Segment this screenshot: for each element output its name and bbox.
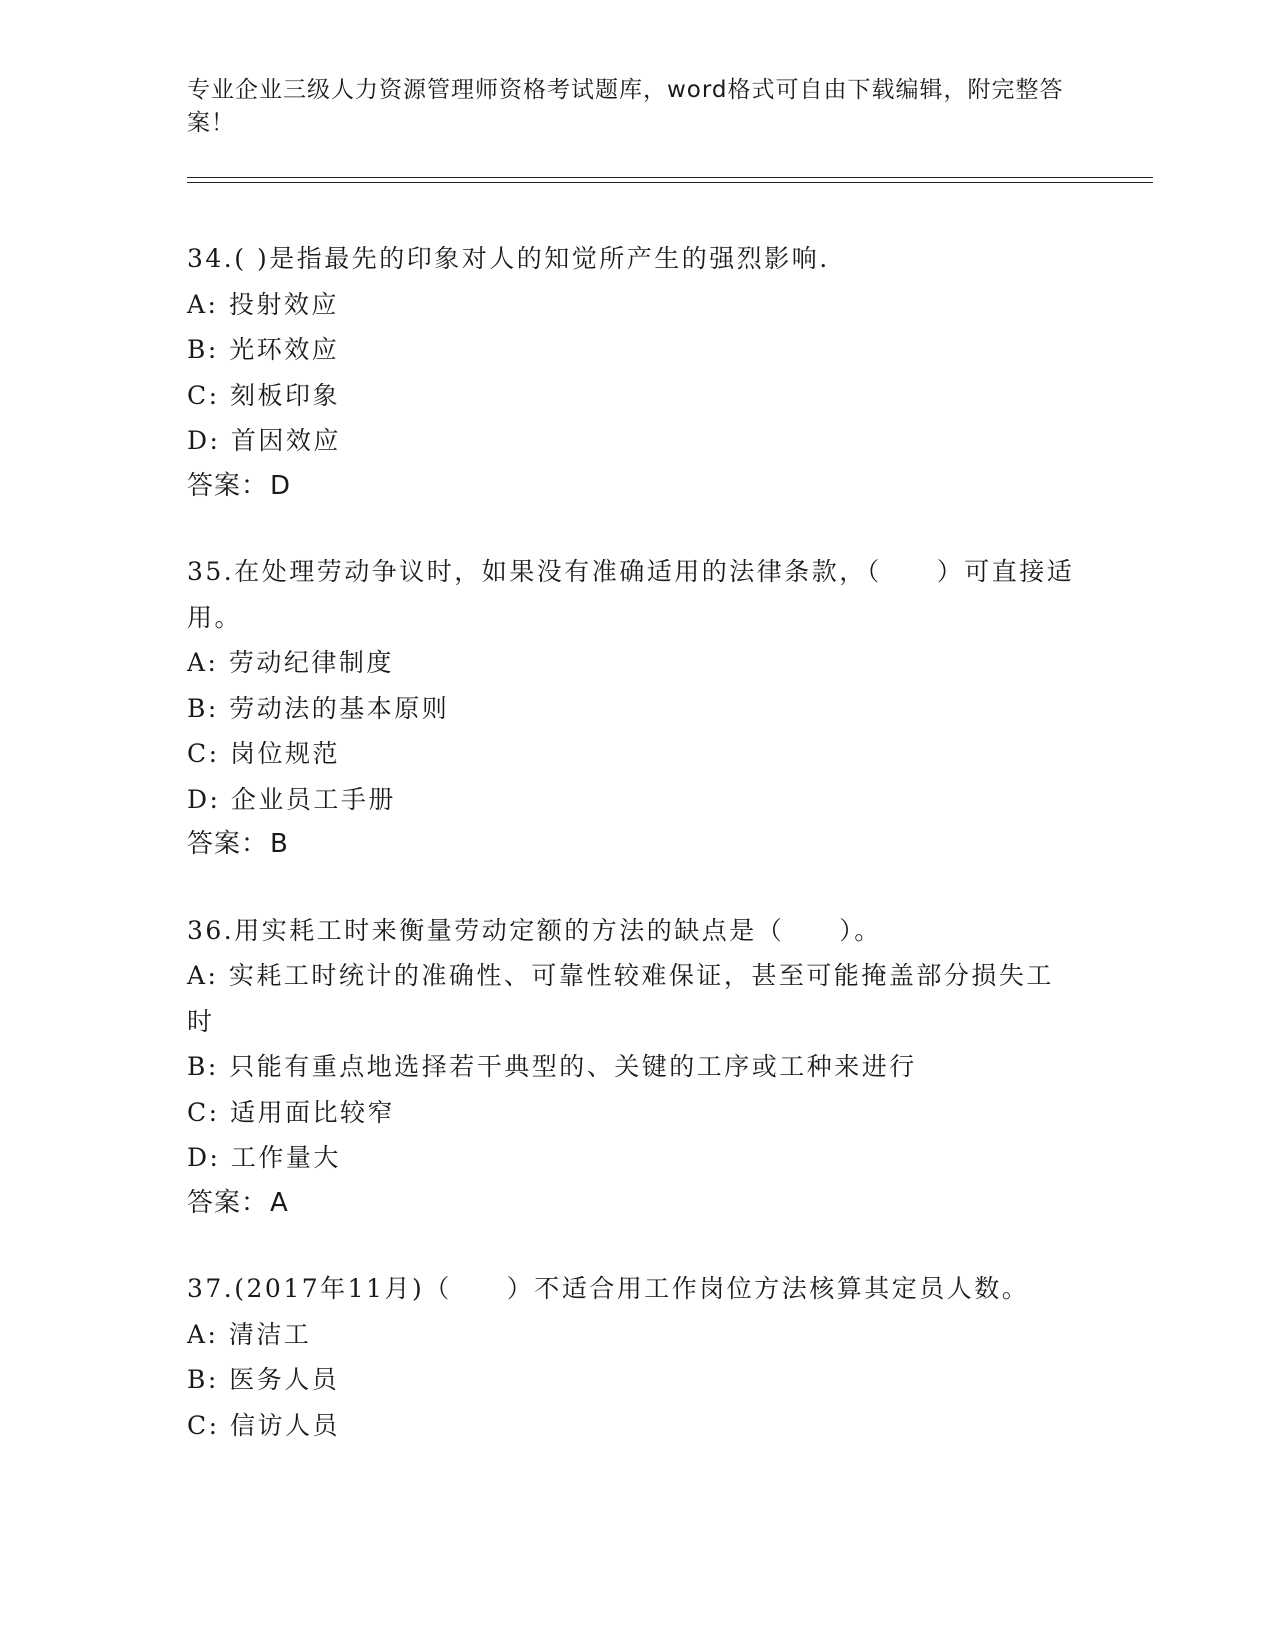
question-35	[187, 549, 1077, 868]
option-c: C: 信访人员	[187, 1410, 340, 1440]
option-d: D: 工作量大	[187, 1143, 341, 1172]
option-c: C: 刻板印象	[187, 380, 340, 410]
question-list	[187, 236, 1077, 1488]
question-37	[187, 1266, 1077, 1448]
header-divider-top	[187, 177, 1153, 178]
question-stem: 35.在处理劳动争议时，如果没有准确适用的法律条款，（ ）可直接适用。	[187, 557, 1075, 632]
header-divider-bottom	[187, 182, 1153, 183]
answer-value: A	[270, 1187, 289, 1218]
question-stem: 34.( )是指最先的印象对人的知觉所产生的强烈影响.	[187, 244, 830, 273]
question-stem: 36.用实耗工时来衡量劳动定额的方法的缺点是（ ）。	[187, 915, 882, 945]
question-34	[187, 236, 1077, 509]
answer-line	[187, 822, 1077, 868]
option-a: A: 投射效应	[187, 289, 339, 319]
answer-line	[187, 464, 1077, 510]
answer-label: 答案：	[187, 470, 269, 501]
option-a: A: 实耗工时统计的准确性、可靠性较难保证，甚至可能掩盖部分损失工时	[187, 961, 1054, 1036]
option-b: B: 光环效应	[187, 335, 340, 364]
answer-line	[187, 1181, 1077, 1227]
option-c: C: 适用面比较窄	[187, 1097, 395, 1127]
question-stem: 37.(2017年11月)（ ）不适合用工作岗位方法核算其定员人数。	[187, 1274, 1030, 1303]
option-a: A: 清洁工	[187, 1319, 312, 1349]
option-b: B: 劳动法的基本原则	[187, 693, 450, 723]
option-a: A: 劳动纪律制度	[187, 648, 394, 677]
option-d: D: 首因效应	[187, 426, 341, 455]
option-c: C: 岗位规范	[187, 739, 340, 768]
option-b: B: 医务人员	[187, 1365, 340, 1394]
option-d: D: 企业员工手册	[187, 784, 396, 814]
option-b: B: 只能有重点地选择若干典型的、关键的工序或工种来进行	[187, 1052, 917, 1081]
header-note: 专业企业三级人力资源管理师资格考试题库，word格式可自由下载编辑，附完整答案！	[187, 77, 1064, 136]
question-36	[187, 908, 1077, 1227]
answer-label: 答案：	[187, 1187, 269, 1218]
answer-value: D	[270, 470, 292, 501]
answer-label: 答案：	[187, 829, 269, 859]
answer-value: B	[270, 829, 289, 859]
